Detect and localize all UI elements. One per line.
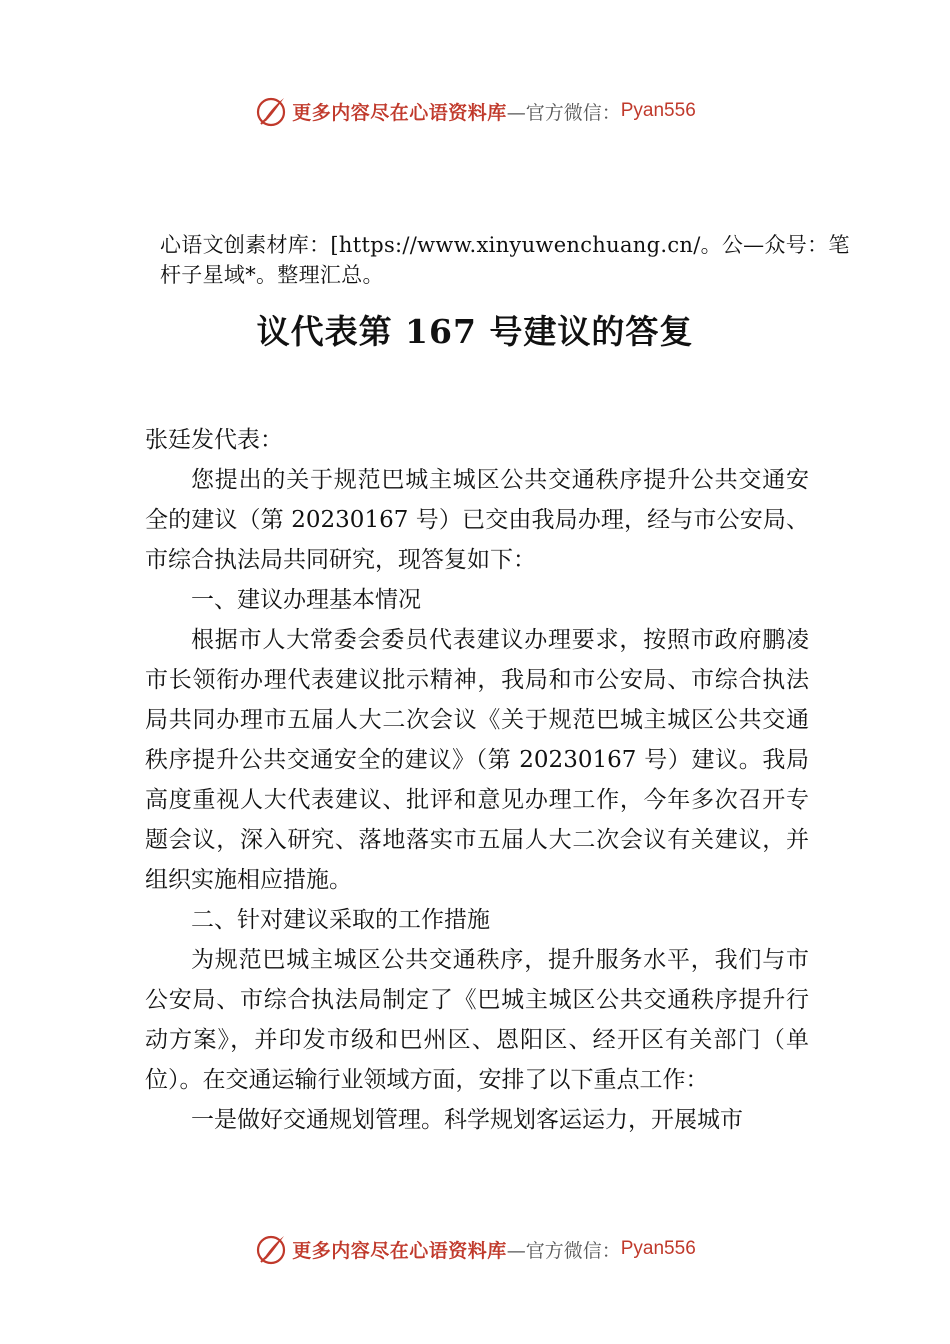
quill-logo-icon [254,1232,288,1266]
footer-banner [0,1232,950,1266]
header-banner [0,94,950,128]
banner-red-text: 更多内容尽在心语资料库 [292,1239,507,1262]
source-line: 心语文创素材库：[https://www.xinyuwenchuang.cn/。公—众号：笔杆子星域*。整理汇总。 [160,233,850,287]
salutation: 张廷发代表： [145,427,283,453]
page-title: 议代表第 167 号建议的答复 [256,312,694,351]
paragraph: 您提出的关于规范巴城主城区公共交通秩序提升公共交通安全的建议（第 20230167 号）已交由我局办理，经与市公安局、市综合执法局共同研究，现答复如下： [145,467,809,573]
paragraph: 根据市人大常委会委员代表建议办理要求，按照市政府鹏凌市长领衔办理代表建议批示精神，我局和市公安局、市综合执法局共同办理市五届人大二次会议《关于规范巴城主城区公共交通秩序提升公共交通安全的建议》（第 20230167 号）建议。我局高度重视人大代表建议、批评和意见办理工作，今年多次召开专题会议，深入研究、落地落实市五届人大二次会议有关建议，并组织实施相应措施。 [145,627,809,893]
document-body [145,420,809,1140]
section-heading: 一、建议办理基本情况 [191,587,421,613]
quill-logo-icon [254,94,288,128]
section-heading: 二、针对建议采取的工作措施 [191,907,490,933]
banner-dark-text: —官方微信： [506,1239,621,1262]
banner-wechat-id: Pyan556 [620,1238,696,1259]
paragraph: 一是做好交通规划管理。科学规划客运运力，开展城市 [191,1107,743,1133]
banner-dark-text: —官方微信： [506,101,621,124]
banner-wechat-id: Pyan556 [620,100,696,121]
paragraph: 为规范巴城主城区公共交通秩序，提升服务水平，我们与市公安局、市综合执法局制定了《巴城主城区公共交通秩序提升行动方案》，并印发市级和巴州区、恩阳区、经开区有关部门（单位）。在交通运输行业领域方面，安排了以下重点工作： [145,947,809,1093]
banner-red-text: 更多内容尽在心语资料库 [292,101,507,124]
